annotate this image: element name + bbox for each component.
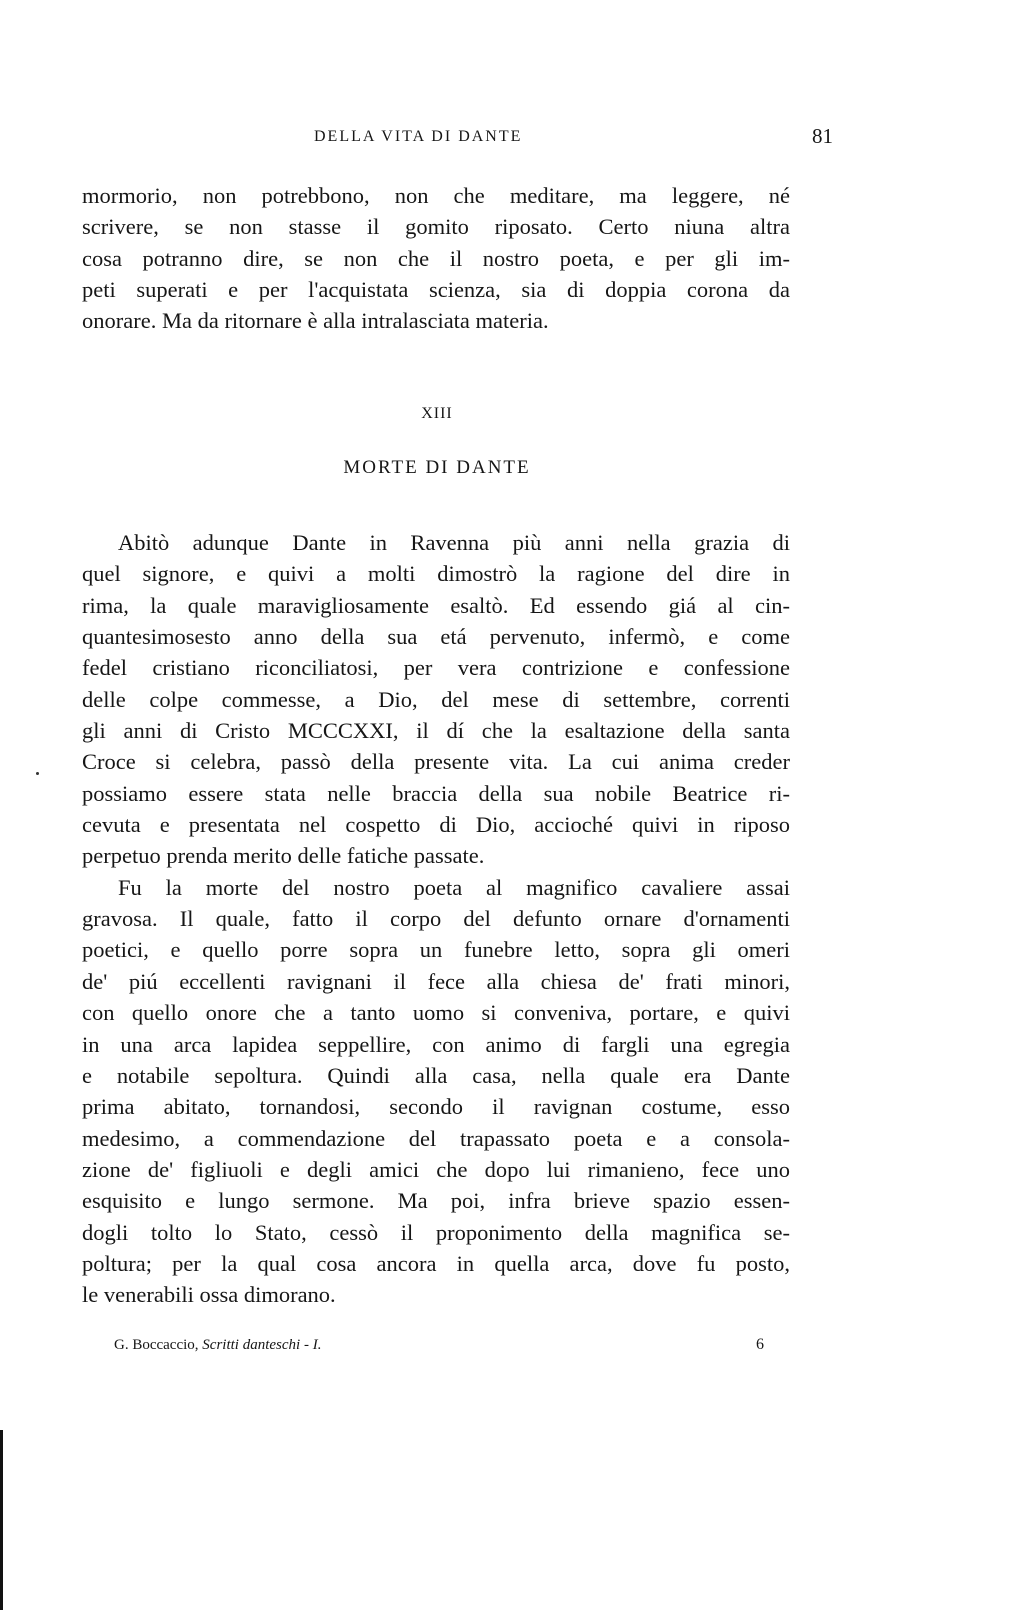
- continuation-paragraph: [82, 180, 790, 337]
- text-line: esquisito e lungo sermone. Ma poi, infra brieve spazio essen-: [82, 1188, 790, 1214]
- text-line: mormorio, non potrebbono, non che meditare, ma leggere, né: [82, 183, 790, 208]
- text-line: scrivere, se non stasse il gomito riposato. Certo niuna altra: [82, 214, 790, 240]
- text-line: Croce si celebra, passò della presente vita. La cui anima creder: [82, 749, 790, 775]
- text-line: con quello onore che a tanto uomo si conveniva, portare, e quivi: [82, 1000, 790, 1026]
- text-line: le venerabili ossa dimorano.: [82, 1282, 336, 1308]
- text-line: fedel cristiano riconciliatosi, per vera contrizione e confessione: [82, 655, 790, 681]
- text-line: cevuta e presentata nel cospetto di Dio, accioché quivi in riposo: [82, 812, 790, 838]
- text-line: onorare. Ma da ritornare è alla intralasciata materia.: [82, 308, 549, 334]
- text-line: delle colpe commesse, a Dio, del mese di settembre, correnti: [82, 686, 790, 712]
- text-line: de' piú eccellenti ravignani il fece alla chiesa de' frati minori,: [82, 968, 790, 994]
- text-line: rima, la quale maravigliosamente esaltò. Ed essendo giá al cin-: [82, 592, 790, 618]
- scan-speck: [36, 772, 39, 775]
- text-line: peti superati e per l'acquistata scienza, sia di doppia corona da: [82, 277, 790, 303]
- scan-edge-divider: [0, 1430, 3, 1610]
- text-line: gli anni di Cristo MCCCXXI, il dí che la esaltazione della santa: [82, 718, 790, 744]
- text-line: Abitò adunque Dante in Ravenna più anni nella grazia di: [118, 530, 790, 555]
- text-line: poltura; per la qual cosa ancora in quella arca, dove fu posto,: [82, 1250, 790, 1276]
- text-line: possiamo essere stata nelle braccia della sua nobile Beatrice ri-: [82, 780, 790, 806]
- section-title: MORTE DI DANTE: [343, 457, 531, 478]
- chapter-body: [82, 527, 790, 1311]
- text-line: in una arca lapidea seppellire, con animo di fargli una egregia: [82, 1031, 790, 1057]
- text-line: gravosa. Il quale, fatto il corpo del defunto ornare d'ornamenti: [82, 906, 790, 932]
- text-line: e notabile sepoltura. Quindi alla casa, nella quale era Dante: [82, 1062, 790, 1088]
- signature-mark: 6: [756, 1336, 764, 1353]
- footer-credit: [114, 1337, 321, 1354]
- text-line: quel signore, e quivi a molti dimostrò la ragione del dire in: [82, 561, 790, 587]
- text-line: cosa potranno dire, se non che il nostro poeta, e per gli im-: [82, 245, 790, 271]
- text-line: poetici, e quello porre sopra un funebre letto, sopra gli omeri: [82, 937, 790, 963]
- page-number: 81: [812, 124, 833, 148]
- section-number: XIII: [421, 405, 453, 422]
- text-line: perpetuo prenda merito delle fatiche passate.: [82, 843, 485, 869]
- text-line: zione de' figliuoli e degli amici che dopo lui rimanieno, fece uno: [82, 1156, 790, 1182]
- paragraph: [82, 527, 790, 872]
- text-line: Fu la morte del nostro poeta al magnifico cavaliere assai: [118, 874, 790, 900]
- running-title: DELLA VITA DI DANTE: [314, 128, 523, 145]
- text-line: prima abitato, tornandosi, secondo il ravignan costume, esso: [82, 1094, 790, 1120]
- text-line: medesimo, a commendazione del trapassato poeta e a consola-: [82, 1125, 790, 1151]
- paragraph: [82, 872, 790, 1311]
- text-line: dogli tolto lo Stato, cessò il proponimento della magnifica se-: [82, 1219, 790, 1245]
- footer-work: Scritti danteschi - I.: [202, 1337, 322, 1353]
- text-line: quantesimosesto anno della sua etá pervenuto, infermò, e come: [82, 624, 790, 650]
- footer-author: G. Boccaccio,: [114, 1337, 199, 1353]
